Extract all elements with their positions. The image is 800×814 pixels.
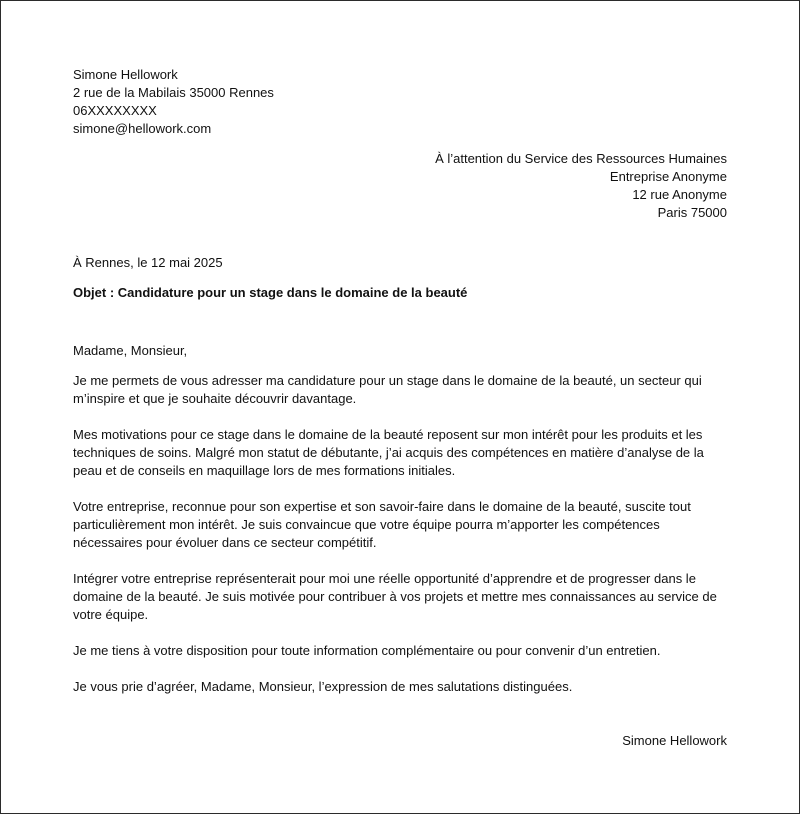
body-paragraph-intro: Je me permets de vous adresser ma candidature pour un stage dans le domaine de la beauté, un secteur qui m’inspire et que je souhaite découvrir davantage. bbox=[73, 373, 702, 406]
signature: Simone Hellowork bbox=[622, 733, 727, 748]
recipient-company: Entreprise Anonyme bbox=[609, 169, 727, 184]
recipient-city: Paris 75000 bbox=[657, 205, 727, 220]
place-date: À Rennes, le 12 mai 2025 bbox=[73, 255, 223, 270]
closing-formula: Je vous prie d’agréer, Madame, Monsieur, l’expression de mes salutations distinguées. bbox=[73, 679, 573, 694]
body-paragraph-availability: Je me tiens à votre disposition pour toute information complémentaire ou pour convenir d’un entretien. bbox=[73, 643, 661, 658]
sender-phone: 06XXXXXXXX bbox=[73, 103, 157, 118]
sender-email: simone@hellowork.com bbox=[73, 121, 212, 136]
body-paragraph-motivation: Mes motivations pour ce stage dans le domaine de la beauté reposent sur mon intérêt pour les produits et les techniques de soins. Malgré mon statut de débutante, j’ai acquis des compétences en matière d’analyse de la peau et de conseils en maquillage lors de mes formations initiales. bbox=[73, 427, 704, 478]
body-paragraph-company: Votre entreprise, reconnue pour son expertise et son savoir-faire dans le domaine de la beauté, suscite tout particulièrement mon intérêt. Je suis convaincue que votre équipe pourra m’apporter les compétences nécessaires pour évoluer dans ce secteur compétitif. bbox=[73, 499, 691, 550]
sender-name: Simone Hellowork bbox=[73, 67, 178, 82]
salutation: Madame, Monsieur, bbox=[73, 343, 188, 358]
sender-address: 2 rue de la Mabilais 35000 Rennes bbox=[73, 85, 274, 100]
recipient-attention: À l’attention du Service des Ressources Humaines bbox=[435, 151, 727, 166]
recipient-street: 12 rue Anonyme bbox=[632, 187, 727, 202]
body-paragraph-opportunity: Intégrer votre entreprise représenterait pour moi une réelle opportunité d’apprendre et de progresser dans le domaine de la beauté. Je suis motivée pour contribuer à vos projets et mettre mes connaissances au service de votre équipe. bbox=[73, 571, 717, 622]
letter-subject: Objet : Candidature pour un stage dans le domaine de la beauté bbox=[73, 285, 468, 300]
